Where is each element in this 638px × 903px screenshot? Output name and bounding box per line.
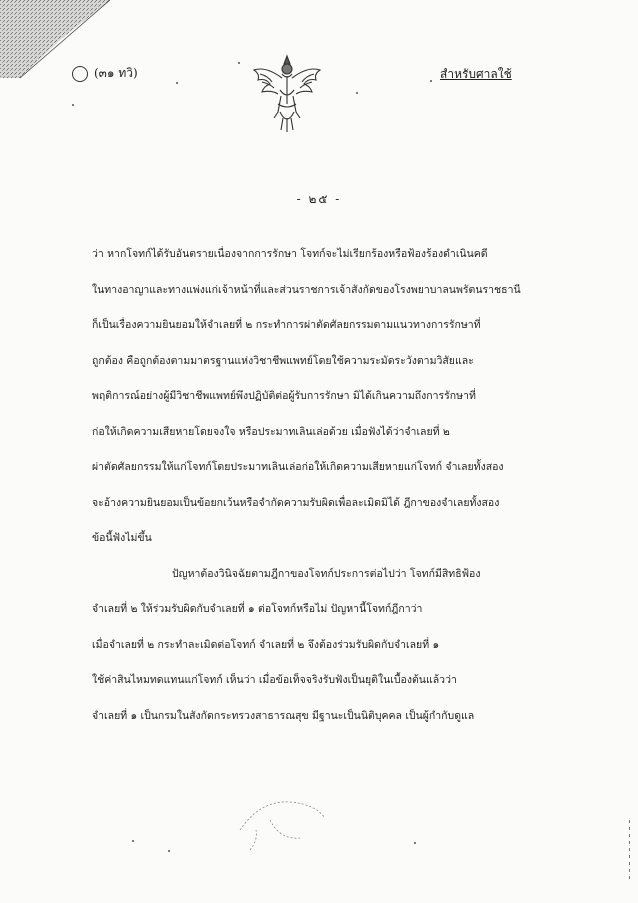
scan-speck: [414, 842, 416, 844]
scan-speck: [132, 840, 134, 842]
body-line: ก่อให้เกิดความเสียหายโดยจงใจ หรือประมาทเลินเล่อด้วย เมื่อฟังได้ว่าจำเลยที่ ๒: [92, 425, 450, 438]
paragraph-start-line: ปัญหาต้องวินิจฉัยตามฎีกาของโจทก์ประการต่อไปว่า โจทก์มีสิทธิฟ้อง: [172, 567, 481, 580]
scan-speck: [238, 62, 240, 64]
body-line: ว่า หากโจทก์ได้รับอันตรายเนื่องจากการรักษา โจทก์จะไม่เรียกร้องหรือฟ้องร้องดำเนินคดี: [92, 248, 488, 260]
body-line: ในทางอาญาและทางแพ่งแก่เจ้าหน้าที่และส่วนราชการเจ้าสังกัดของโรงพยาบาลนพรัตนราชธานี: [92, 283, 521, 296]
garuda-emblem-icon: [248, 52, 326, 134]
scan-speck: [356, 92, 358, 94]
body-line: ใช้ค่าสินไหมทดแทนแก่โจทก์ เห็นว่า เมื่อข้อเท็จจริงรับฟังเป็นยุติในเบื้องต้นแล้วว่า: [92, 674, 457, 686]
punch-hole-icon: [72, 66, 88, 82]
scan-edge-mark: [629, 820, 630, 880]
form-number: [72, 64, 138, 83]
signature-mark: [230, 790, 340, 860]
body-line: ข้อนี้ฟังไม่ขึ้น: [92, 532, 152, 544]
body-line: ก็เป็นเรื่องความยินยอมให้จำเลยที่ ๒ กระทำการผ่าตัดศัลยกรรมตามแนวทางการรักษาที่: [92, 319, 481, 331]
body-line: จะอ้างความยินยอมเป็นข้อยกเว้นหรือจำกัดความรับผิดเพื่อละเมิดมิได้ ฎีกาของจำเลยทั้งสอง: [92, 496, 500, 509]
body-line: ผ่าตัดศัลยกรรมให้แก่โจทก์โดยประมาทเลินเล่อก่อให้เกิดความเสียหายแก่โจทก์ จำเลยทั้งสอง: [92, 461, 504, 473]
scan-speck: [430, 80, 432, 82]
page-number: - ๒๕ -: [296, 192, 342, 206]
court-use-label: สำหรับศาลใช้: [440, 67, 512, 81]
body-line: พฤติการณ์อย่างผู้มีวิชาชีพแพทย์พึงปฏิบัติต่อผู้รับการรักษา มิได้เกินความถึงการรักษาที่: [92, 390, 476, 402]
scan-speck: [176, 82, 178, 84]
body-line: ถูกต้อง คือถูกต้องตามมาตรฐานแห่งวิชาชีพแพทย์โดยใช้ความระมัดระวังตามวิสัยและ: [92, 354, 474, 367]
body-line: เมื่อจำเลยที่ ๒ กระทำละเมิดต่อโจทก์ จำเลยที่ ๒ จึงต้องร่วมรับผิดกับจำเลยที่ ๑: [92, 638, 440, 651]
form-number-text: (๓๑ ทวิ): [94, 66, 138, 80]
scan-speck: [72, 104, 74, 106]
body-text: [92, 244, 521, 741]
scan-speck: [168, 850, 170, 852]
body-line: จำเลยที่ ๒ ให้ร่วมรับผิดกับจำเลยที่ ๑ ต่อโจทก์หรือไม่ ปัญหานี้โจทก์ฎีกาว่า: [92, 603, 423, 615]
body-line: จำเลยที่ ๑ เป็นกรมในสังกัดกระทรวงสาธารณสุข มีฐานะเป็นนิติบุคคล เป็นผู้กำกับดูแล: [92, 709, 475, 722]
